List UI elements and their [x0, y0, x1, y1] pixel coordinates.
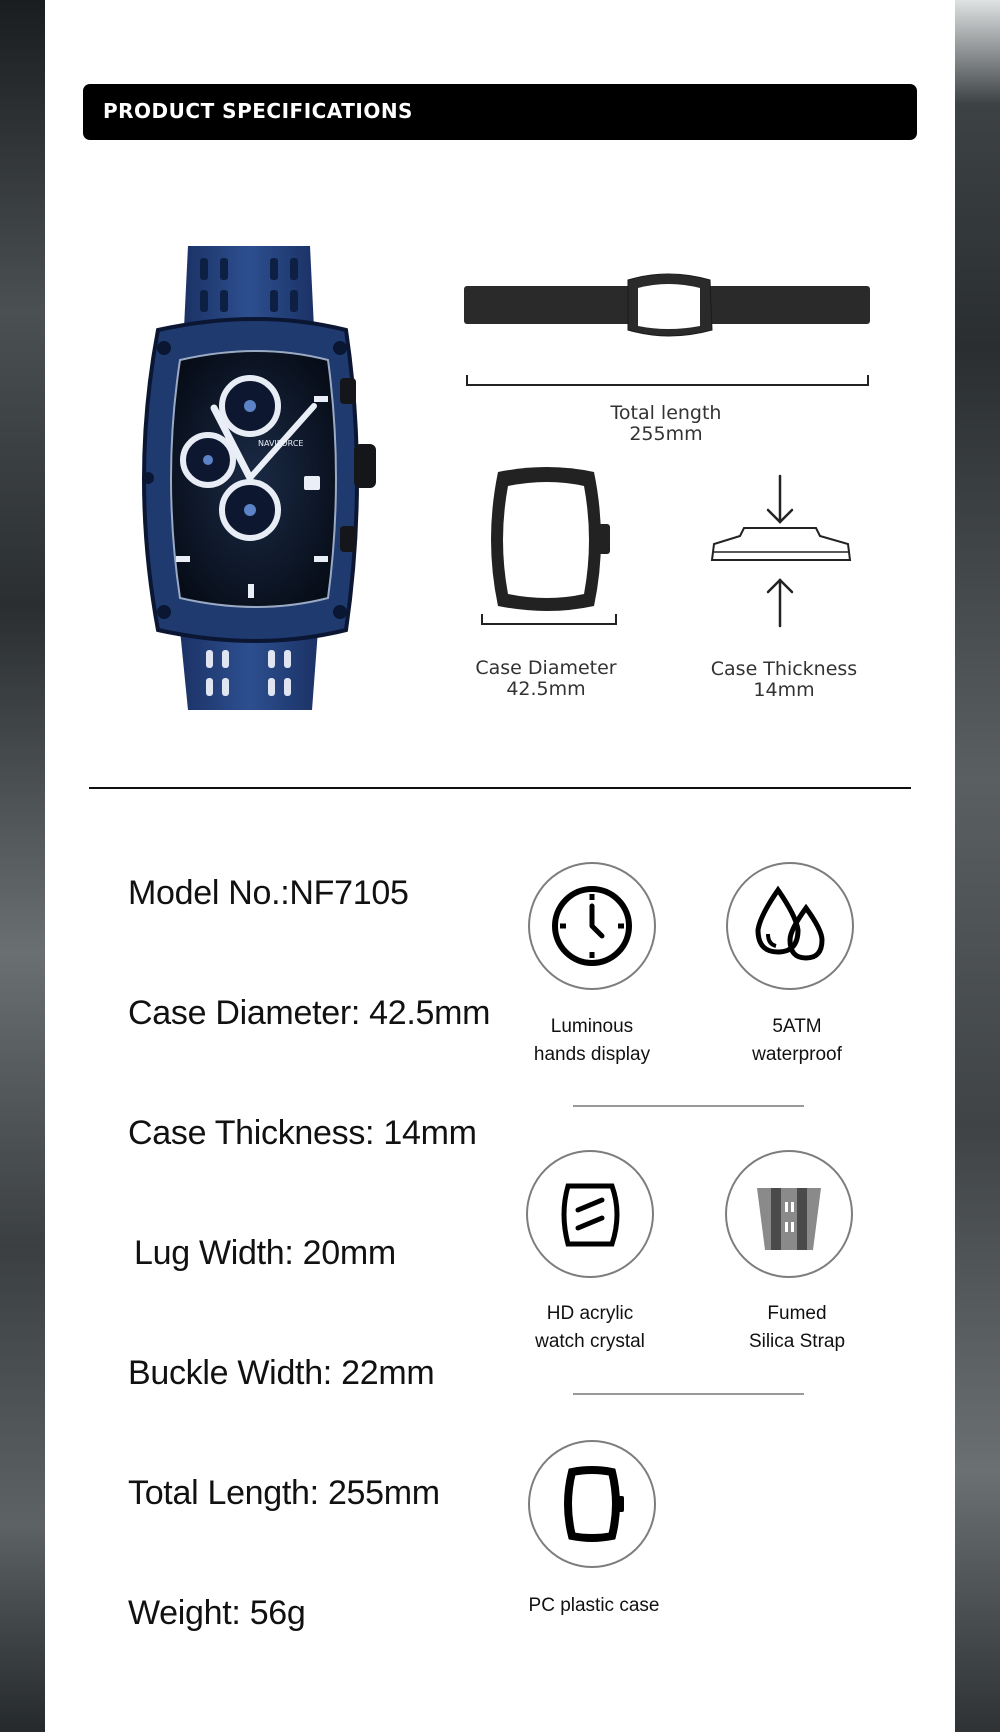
spec-total-length: Total Length: 255mm [128, 1474, 440, 1512]
spec-lug-width: Lug Width: 20mm [134, 1234, 396, 1272]
feature-strap-circle [725, 1150, 853, 1278]
strap-length-diagram [460, 270, 875, 390]
feature-case-label [499, 1592, 689, 1620]
crystal-icon [528, 1152, 652, 1276]
feature-separator-2 [573, 1393, 804, 1395]
total-length-title: Total length [610, 402, 722, 424]
svg-text:NAVIFORCE: NAVIFORCE [258, 439, 304, 448]
feature-waterproof-line2: waterproof [752, 1044, 842, 1065]
case-diameter-label [446, 658, 646, 700]
feature-crystal-circle [526, 1150, 654, 1278]
feature-case-circle [528, 1440, 656, 1568]
feature-waterproof-label [702, 1013, 892, 1069]
clock-icon [530, 864, 654, 988]
case-thickness-title: Case Thickness [710, 658, 858, 680]
total-length-label [566, 403, 766, 445]
feature-waterproof-line1: 5ATM [772, 1016, 822, 1037]
spec-buckle-width: Buckle Width: 22mm [128, 1354, 435, 1392]
feature-crystal-label [495, 1300, 685, 1356]
feature-luminous-line2: hands display [533, 1044, 651, 1065]
feature-crystal-line2: watch crystal [535, 1331, 645, 1352]
feature-strap-line1: Fumed [767, 1303, 827, 1324]
spec-weight: Weight: 56g [128, 1594, 306, 1632]
total-length-value: 255mm [629, 423, 703, 445]
feature-strap-line2: Silica Strap [748, 1331, 846, 1352]
case-thickness-label [684, 659, 884, 701]
case-diameter-diagram [478, 464, 620, 626]
feature-luminous-line1: Luminous [550, 1016, 634, 1037]
feature-crystal-line1: HD acrylic [546, 1303, 634, 1324]
case-thickness-diagram [708, 474, 856, 628]
page-title: PRODUCT SPECIFICATIONS [103, 99, 413, 123]
case-diameter-value: 42.5mm [506, 678, 586, 700]
feature-strap-label [702, 1300, 892, 1356]
header-bar [83, 84, 917, 140]
strap-icon [727, 1152, 851, 1276]
feature-separator-1 [573, 1105, 804, 1107]
right-backdrop [955, 0, 1000, 1732]
spec-case-thickness: Case Thickness: 14mm [128, 1114, 477, 1152]
feature-luminous-circle [528, 862, 656, 990]
case-thickness-value: 14mm [753, 679, 815, 701]
section-divider [89, 787, 911, 789]
feature-luminous-label [497, 1013, 687, 1069]
watch-product-image [118, 238, 398, 716]
water-drops-icon [728, 864, 852, 988]
spec-case-diameter: Case Diameter: 42.5mm [128, 994, 491, 1032]
case-diameter-title: Case Diameter [475, 657, 617, 679]
spec-model: Model No.:NF7105 [128, 874, 409, 912]
case-icon [530, 1442, 654, 1566]
feature-waterproof-circle [726, 862, 854, 990]
left-backdrop [0, 0, 45, 1732]
feature-case-line1: PC plastic case [528, 1595, 660, 1616]
